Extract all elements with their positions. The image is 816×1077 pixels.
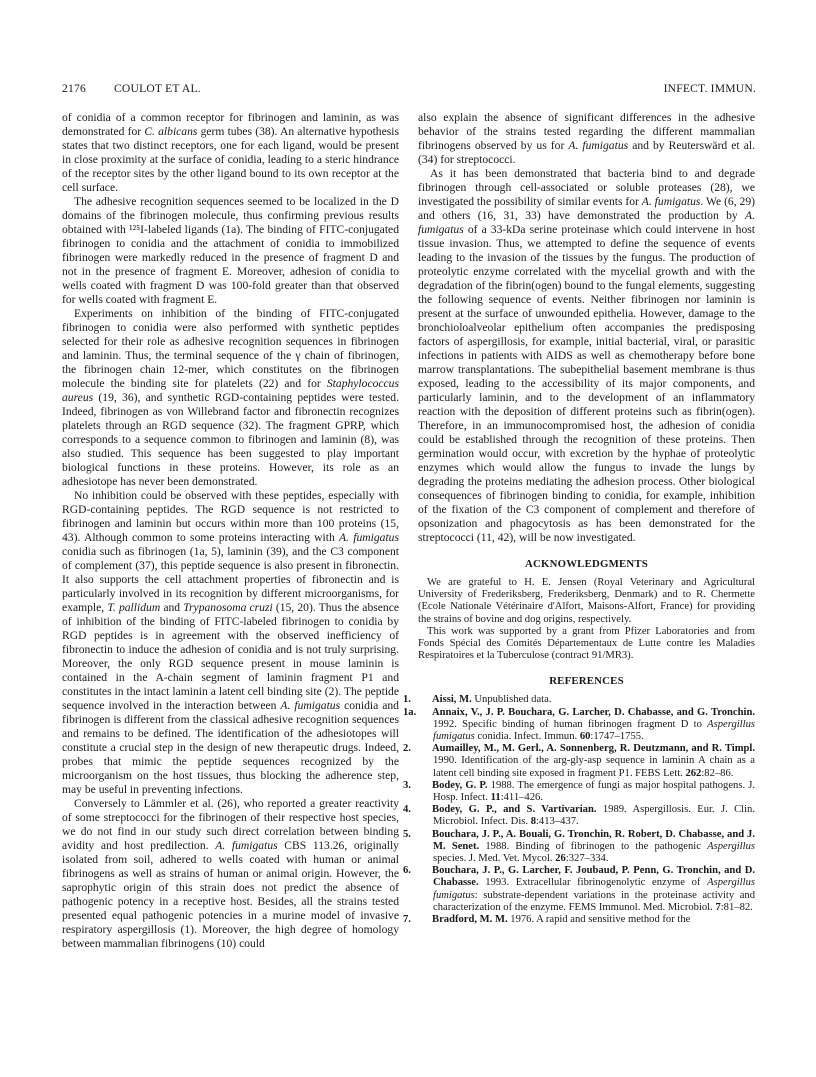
reference-item xyxy=(403,865,755,914)
reference-text: Aissi, M. Unpublished data. xyxy=(432,694,552,706)
acknowledgments-heading: ACKNOWLEDGMENTS xyxy=(525,558,648,570)
body-paragraph: The adhesive recognition sequences seemed to be localized in the D domains of the fibrinogen molecule, thus confirming previous results obtained with ¹²⁵I-labeled ligands (1a). The binding of FITC-conjugated fibrinogen to conidia and the attachment of conidia to immobilized fibrinogen were markedly reduced in the presence of fragment D and not in the presence of fragment E. Moreover, adhesion of conidia to wells coated with fragment D was 100-fold greater than that observed for wells coated with fragment E. xyxy=(62,195,399,306)
reference-text: Bodey, G. P., and S. Vartivarian. 1989. Aspergillosis. Eur. J. Clin. Microbiol. Infect. Dis. 8:413–437. xyxy=(432,804,755,828)
acknowledgments-paragraph: We are grateful to H. E. Jensen (Royal Veterinary and Agricultural University of Frederiksberg, Frederiksberg, Denmark) and to R. Chermette (Ecole Nationale Vétérinaire d'Alfort, Maisons-Alfort, France) for providing the strains of bovine and dog origins, respectively. xyxy=(418,577,755,625)
reference-item xyxy=(403,914,755,926)
running-authors: COULOT ET AL. xyxy=(114,82,201,95)
body-paragraph: As it has been demonstrated that bacteria bind to and degrade fibrinogen through cell-associated or soluble proteases (28), we investigated the possibility of similar events for A. fumigatus. We (6, 29) and others (16, 31, 33) have demonstrated the production by A. fumigatus of a 33-kDa serine proteinase which could intervene in host tissue invasion. Thus, we attempted to define the sequence of events leading to the invasion of the tissues by the fungus. The production of proteolytic enzyme correlated with the mycelial growth and with the degradation of the fibrin(ogen) bound to the fungal elements, suggesting the following sequence of events. Neither fibrinogen nor laminin is present at the surface of unwounded epithelia. However, damage to the bronchioloalveolar epithelium often accompanies the predisposing factors of aspergillosis, for example, initial bacterial, viral, or parasitic infections in patients with AIDS as well as chemotherapy before bone marrow transplantations. The subepithelial basement membrane is thus exposed, leading to the accessibility of its major components, and particularly laminin, and to the development of an inflammatory reaction with the deposition of different proteins such as fibrin(ogen). Therefore, in an immunocompromised host, the adhesion of conidia could be established through the recognition of these proteins. Then germination would occur, with excretion by the hyphae of proteolytic enzymes which would allow the fungus to invade the lungs by degrading the proteins mediating the adhesion process. Other biological consequences of fibrinogen binding to conidia, for example, inhibition of the fixation of the C3 component of complement and therefore of opsonization and phagocytosis as has been demonstrated for the streptococci (11, 42), will be now investigated. xyxy=(418,167,755,544)
reference-item xyxy=(403,694,755,706)
reference-text: Aumailley, M., M. Gerl., A. Sonnenberg, R. Deutzmann, and R. Timpl. 1990. Identification of the arg-gly-asp sequence in laminin A chain as a latent cell binding site exposed in fragment P1. FEBS Lett. 262:82–86. xyxy=(432,743,755,779)
reference-text: Bradford, M. M. 1976. A rapid and sensitive method for the xyxy=(432,914,691,926)
reference-item xyxy=(403,804,755,828)
reference-number: 5. xyxy=(403,828,411,840)
page-number: 2176 xyxy=(62,82,86,95)
reference-number: 1a. xyxy=(403,706,417,718)
reference-item xyxy=(403,706,755,744)
reference-item xyxy=(403,828,755,866)
body-paragraph: also explain the absence of significant differences in the adhesive behavior of the strains tested regarding the different mammalian fibrinogens observed by us for A. fumigatus and by Reuterswärd et al. (34) for streptococci. xyxy=(418,111,755,166)
body-paragraph: Experiments on inhibition of the binding of FITC-conjugated fibrinogen to conidia were also performed with synthetic peptides selected for their role as adhesive recognition sequences in fibrinogen and laminin. Thus, the terminal sequence of the γ chain of fibrinogen, the fibrinogen chain 12-mer, which constitutes on the fibrinogen molecule the binding site for platelets (22) and for Staphylococcus aureus (19, 36), and synthetic RGD-containing peptides were tested. Indeed, fibrinogen as von Willebrand factor and fibronectin recognizes platelets through an RGD sequence (32). The fragment GPRP, which corresponds to a sequence common to fibrinogen and laminin (8), was also studied. This sequence has been suggested to play important biological functions in these proteins. However, its role as an adhesiotope has never been demonstrated. xyxy=(62,307,399,488)
left-column xyxy=(62,111,399,951)
right-column xyxy=(403,111,756,951)
body-paragraph: of conidia of a common receptor for fibrinogen and laminin, as was demonstrated for C. albicans germ tubes (38). An alternative hypothesis states that two distinct receptors, one for each ligand, would be present in close proximity at the surface of conidia, leading to a steric hindrance of the receptor sites by the other ligand bound to its own receptor at the cell surface. xyxy=(62,111,399,194)
body-paragraph: No inhibition could be observed with these peptides, especially with RGD-containing peptides. The RGD sequence is not restricted to fibrinogen and laminin but occurs within more than 100 proteins (15, 43). Although common to some proteins interacting with A. fumigatus conidia such as fibrinogen (1a, 5), laminin (39), and the C3 component of complement (37), this peptide sequence is also present in fibronectin. It also supports the cell attachment properties of fibronectin and is particularly involved in its recognition by different microorganisms, for example, T. pallidum and Trypanosoma cruzi (15, 20). Thus the absence of inhibition of the binding of FITC-labeled fibrinogen to conidia by RGD peptides is in agreement with the observed inefficiency of fibronectin to induce the adhesion of conidia and is not truly surprising. Moreover, the only RGD sequence present in mouse laminin is contained in the A-chain segment of laminin fragment P1 and constitutes in the intact laminin a latent cell binding site (2). The peptide sequence involved in the interaction between A. fumigatus conidia and fibrinogen is different from the classical adhesive recognition sequences and remains to be defined. The identification of the adhesiotopes will constitute a crucial step in the design of new therapeutic drugs. Indeed, probes that mimic the peptide sequences recognized by the microorganism on the host tissues, thus blocking the adherence step, may be useful in preventing infections. xyxy=(62,489,399,796)
reference-number: 3. xyxy=(403,779,411,791)
reference-number: 1. xyxy=(403,694,411,706)
reference-number: 7. xyxy=(403,914,411,926)
reference-item xyxy=(403,743,755,780)
reference-text: Bodey, G. P. 1988. The emergence of fungi as major hospital pathogens. J. Hosp. Infect. 11:411–426. xyxy=(432,779,756,804)
reference-number: 2. xyxy=(403,743,411,755)
running-head-left xyxy=(62,82,201,95)
reference-text: Bouchara, J. P., A. Bouali, G. Tronchin, R. Robert, D. Chabasse, and J. M. Senet. 1988. Binding of fibrinogen to the pathogenic Aspergillus species. J. Med. Vet. Mycol. 26:327–334. xyxy=(432,828,755,865)
body-paragraph: Conversely to Lämmler et al. (26), who reported a greater reactivity of some streptococci for the fibrinogen of their respective host species, we do not find in our study such direct correlation between binding avidity and host predilection. A. fumigatus CBS 113.26, originally isolated from soil, adhered to wells coated with human or animal fibrinogens as well as strains of human or animal origin. However, the saprophytic origin of this strain does not predict the absence of pathogenic potency in a receptive host. Besides, all the strains tested presented equal pathogenic potencies in a murine model of invasive respiratory aspergillosis (1). Moreover, the high degree of homology between mammalian fibrinogens (10) could xyxy=(62,797,399,950)
journal-abbreviation: INFECT. IMMUN. xyxy=(663,82,756,95)
article-body xyxy=(62,111,756,951)
acknowledgments-paragraph: This work was supported by a grant from Pfizer Laboratories and from Fonds Spécial des Comités Départementaux de Lutte contre les Maladies Respiratoires et la Tuberculose (contract 91/MR3). xyxy=(418,625,755,662)
reference-number: 4. xyxy=(403,804,411,816)
reference-item xyxy=(403,779,756,804)
reference-text: Annaix, V., J. P. Bouchara, G. Larcher, D. Chabasse, and G. Tronchin. 1992. Specific binding of human fibrinogen fragment D to Aspergillus fumigatus conidia. Infect. Immun. 60:1747–1755. xyxy=(432,706,755,743)
reference-text: Bouchara, J. P., G. Larcher, F. Joubaud, P. Penn, G. Tronchin, and D. Chabasse. 1993. Extracellular fibrinogenolytic enzyme of Aspergillus fumigatus: substrate-dependent variations in the proteinase activity and characterization of the enzyme. FEMS Immunol. Med. Microbiol. 7:81–82. xyxy=(432,865,755,913)
reference-number: 6. xyxy=(403,865,411,877)
references-heading: REFERENCES xyxy=(549,675,624,688)
running-head xyxy=(62,82,756,95)
